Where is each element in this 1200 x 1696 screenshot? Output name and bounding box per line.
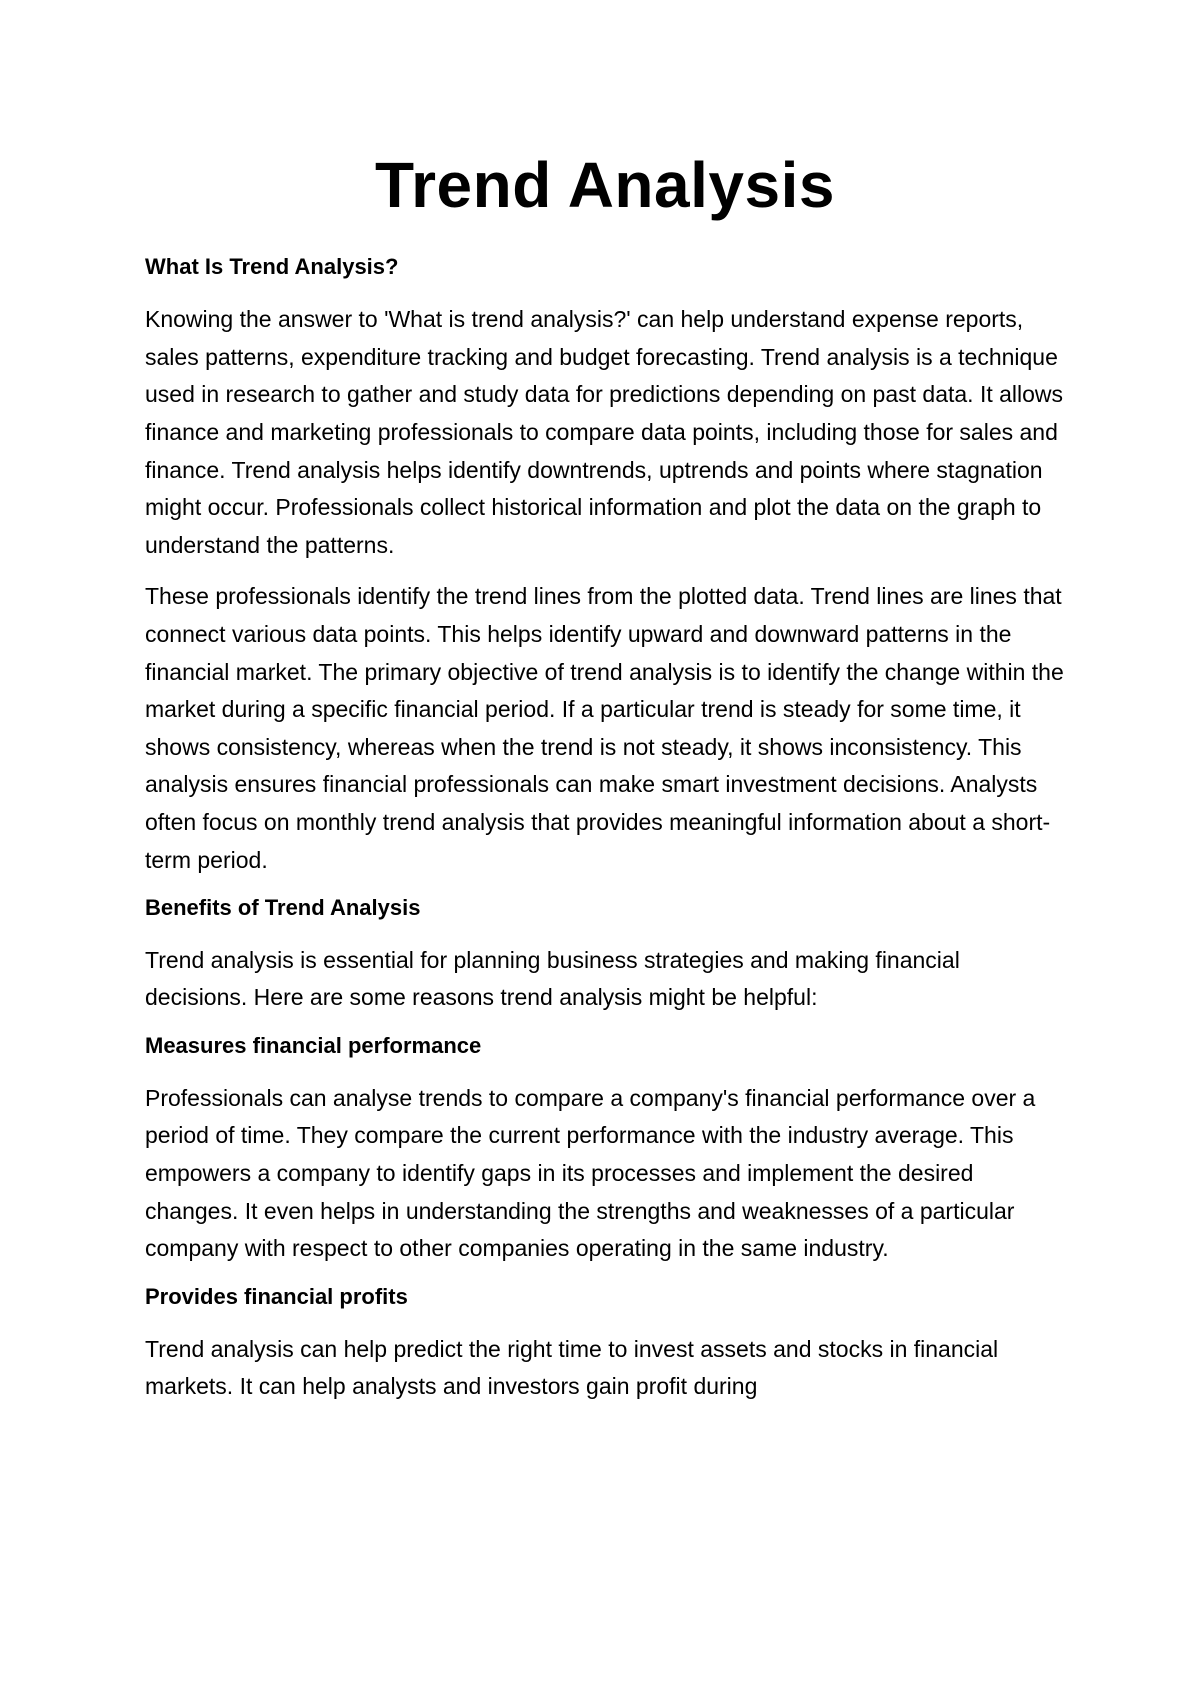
paragraph: Professionals can analyse trends to compare a company's financial performance over a period of time. They compare the current performance with the industry average. This empowers a company to identify gaps in its processes and implement the desired changes. It even helps in understanding the strengths and weaknesses of a particular company with respect to other companies operating in the same industry. xyxy=(145,1084,1036,1262)
section-heading-financial-profits: Provides financial profits xyxy=(145,1283,408,1309)
paragraph: Trend analysis can help predict the right time to invest assets and stocks in financial markets. It can help analysts and investors gain profit during xyxy=(145,1335,999,1400)
section-heading-what-is: What Is Trend Analysis? xyxy=(145,254,399,280)
document-title: Trend Analysis xyxy=(375,149,835,221)
paragraph: Trend analysis is essential for planning business strategies and making financial decisions. Here are some reasons trend analysis might be helpful: xyxy=(145,946,960,1011)
document-page xyxy=(145,150,1065,1420)
paragraph: Knowing the answer to 'What is trend analysis?' can help understand expense reports, sales patterns, expenditure tracking and budget forecasting. Trend analysis is a technique used in research to gather and study data for predictions depending on past data. It allows finance and marketing professionals to compare data points, including those for sales and finance. Trend analysis helps identify downtrends, uptrends and points where stagnation might occur. Professionals collect historical information and plot the data on the graph to understand the patterns. xyxy=(145,306,1064,558)
paragraph: These professionals identify the trend lines from the plotted data. Trend lines are lines that connect various data points. This helps identify upward and downward patterns in the financial market. The primary objective of trend analysis is to identify the change within the market during a specific financial period. If a particular trend is steady for some time, it shows consistency, whereas when the trend is not steady, it shows inconsistency. This analysis ensures financial professionals can make smart investment decisions. Analysts often focus on monthly trend analysis that provides meaningful information about a short-term period. xyxy=(145,583,1064,873)
section-heading-measures-performance: Measures financial performance xyxy=(145,1033,482,1059)
section-heading-benefits: Benefits of Trend Analysis xyxy=(145,895,421,921)
